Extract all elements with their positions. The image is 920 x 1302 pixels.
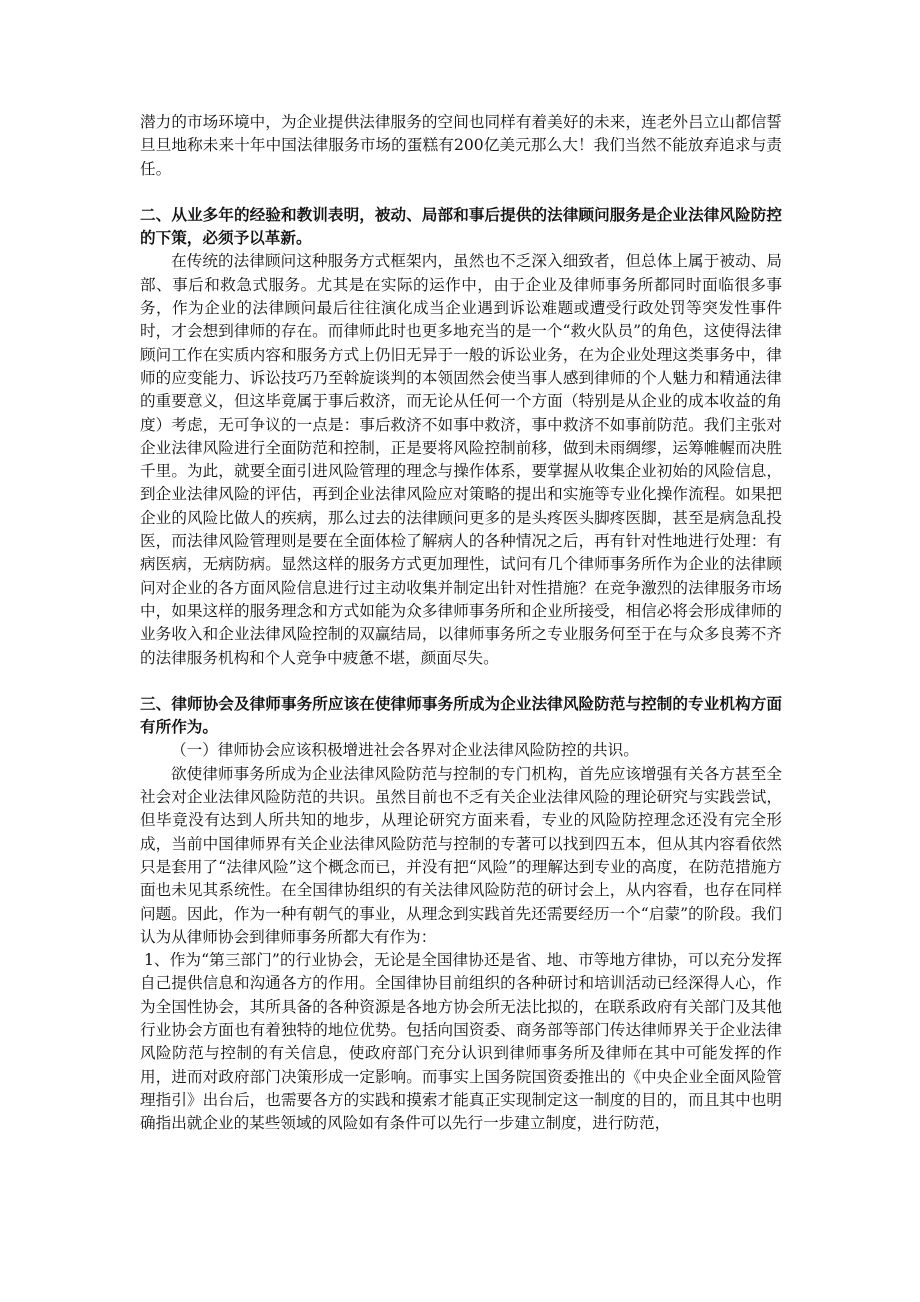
intro-paragraph: 潜力的市场环境中，为企业提供法律服务的空间也同样有着美好的未来，连老外吕立山都信誓旦旦地称未来十年中国法律服务市场的蛋糕有200亿美元那么大！我们当然不能放弃追求与责任。 xyxy=(140,113,782,178)
section-heading-3: 三、律师协会及律师事务所应该在使律师事务所成为企业法律风险防范与控制的专业机构方面有所作为。 xyxy=(140,694,782,737)
subheading-1: （一）律师协会应该积极增进社会各界对企业法律风险防控的共识。 xyxy=(171,741,639,760)
section-spacer xyxy=(140,670,782,693)
section-2-paragraph: 在传统的法律顾问这种服务方式框架内，虽然也不乏深入细致者，但总体上属于被动、局部、事后和救急式服务。尤其是在实际的运作中，由于企业及律师事务所都同时面临很多事务，作为企业的法律顾问最后往往演化成当企业遇到诉讼难题或遭受行政处罚等突发性事件时，才会想到律师的存在。而律师此时也更多地充当的是一个“救火队员”的角色，这使得法律顾问工作在实质内容和服务方式上仍旧无异于一般的诉讼业务，在为企业处理这类事务中，律师的应变能力、诉讼技巧乃至斡旋谈判的本领固然会使当事人感到律师的个人魅力和精通法律的重要意义，但这毕竟属于事后救济，而无论从任何一个方面（特别是从企业的成本收益的角度）考虑，无可争议的一点是：事后救济不如事中救济，事中救济不如事前防范。我们主张对企业法律风险进行全面防范和控制，正是要将风险控制前移，做到未雨绸缪，运筹帷幄而决胜千里。为此，就要全面引进风险管理的理念与操作体系，要掌握从收集企业初始的风险信息，到企业法律风险的评估，再到企业法律风险应对策略的提出和实施等专业化操作流程。如果把企业的风险比做人的疾病，那么过去的法律顾问更多的是头疼医头脚疼医脚，甚至是病急乱投医，而法律风险管理则是要在全面体检了解病人的各种情况之后，再有针对性地进行处理：有病医病，无病防病。显然这样的服务方式更加理性，试问有几个律师事务所作为企业的法律顾问对企业的各方面风险信息进行过主动收集并制定出针对性措施？在竞争激烈的法律服务市场中，如果这样的服务理念和方式如能为众多律师事务所和企业所接受，相信必将会形成律师的业务收入和企业法律风险控制的双赢结局，以律师事务所之专业服务何至于在与众多良莠不齐的法律服务机构和个人竞争中疲惫不堪，颜面尽失。 xyxy=(140,252,782,667)
list-item-1: 1、作为“第三部门”的行业协会，无论是全国律协还是省、地、市等地方律协，可以充分发挥自己提供信息和沟通各方的作用。全国律协目前组织的各种研讨和培训活动已经深得人心，作为全国性协会，其所具备的各种资源是各地方协会所无法比拟的，在联系政府有关部门及其他行业协会方面也有着独特的地位优势。包括向国资委、商务部等部门传达律师界关于企业法律风险防范与控制的有关信息，使政府部门充分认识到律师事务所及律师在其中可能发挥的作用，进而对政府部门决策形成一定影响。而事实上国务院国资委推出的《中央企业全面风险管理指引》出台后，也需要各方的实践和摸索才能真正实现制定这一制度的目的，而且其中也明确指出就企业的某些领域的风险如有条件可以先行一步建立制度，进行防范， xyxy=(140,951,782,1133)
section-3-paragraph: 欲使律师事务所成为企业法律风险防范与控制的专门机构，首先应该增强有关各方甚至全社会对企业法律风险防范的共识。虽然目前也不乏有关企业法律风险的理论研究与实践尝试，但毕竟没有达到人所共知的地步，从理论研究方面来看，专业的风险防控理念还没有完全形成，当前中国律师界有关企业法律风险防范与控制的专著可以找到四五本，但从其内容看依然只是套用了“法律风险”这个概念而已，并没有把“风险”的理解达到专业的高度，在防范措施方面也未见其系统性。在全国律协组织的有关法律风险防范的研讨会上，从内容看，也存在同样问题。因此，作为一种有朝气的事业，从理念到实践首先还需要经历一个“启蒙”的阶段。我们认为从律师协会到律师事务所都大有作为： xyxy=(140,764,782,946)
section-heading-2: 二、从业多年的经验和教训表明，被动、局部和事后提供的法律顾问服务是企业法律风险防控的下策，必须予以革新。 xyxy=(140,205,782,248)
document-body xyxy=(140,111,782,1135)
